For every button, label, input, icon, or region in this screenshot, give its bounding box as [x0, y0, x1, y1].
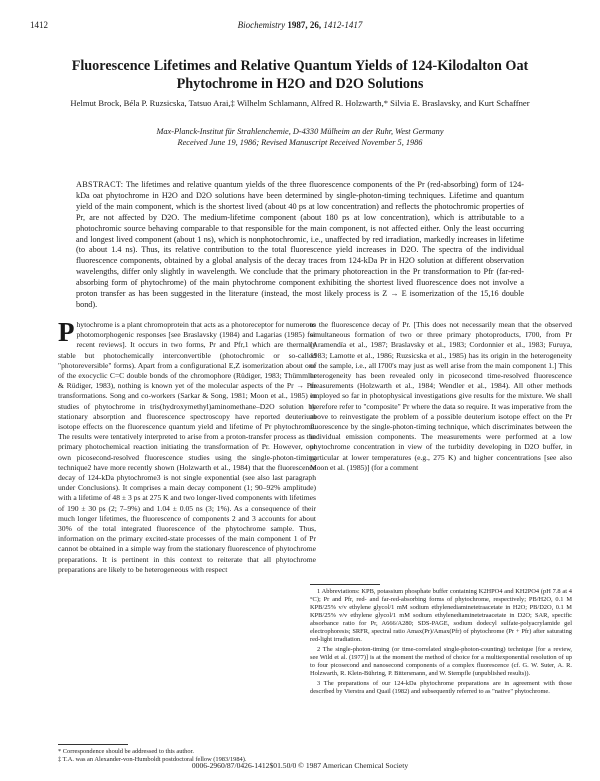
- body-column-right: [310, 320, 572, 582]
- copyright-footer: 0006-2960/87/0426-1412$01.50/0 © 1987 American Chemical Society: [191, 761, 409, 770]
- journal-name: Biochemistry: [237, 20, 286, 30]
- footnote-rule-left: [58, 744, 128, 745]
- journal-pages: 1412-1417: [323, 20, 363, 30]
- footnote-abbreviations: 1 Abbreviations: KPB, potassium phosphate buffer containing K2HPO4 and KH2PO4 (pH 7.8 at 4 °C); Pr and Pfr, red- and far-red-absorbing forms of phytochrome, respectively; PB/H2O, 0.1 M KPB/25% v/v ethylene glycol/1 mM sodium ethylenediaminetetraacetate in H2O; PB/D2O, 0.1 M KPB/25% v/v ethylene glycol/1 mM sodium ethylenediaminetetraacetate in D2O; SAR, specific absorbance ratio for Pr, A666/A280; SDS-PAGE, sodium dodecyl sulfate-polyacrylamide gel electrophoresis; SRFR, spectral ratio Amax(Pr)/Amax(Pfr) of phytochrome (Pr + Pfr) after saturating red-light irradiation.: [310, 588, 572, 643]
- footnotes-right: [310, 588, 572, 748]
- drop-cap: P: [58, 320, 75, 347]
- author-list: Helmut Brock, Béla P. Ruzsicska, Tatsuo Arai,‡ Wilhelm Schlamann, Alfred R. Holzwarth,* Silvia E. Braslavsky, and Kurt Schaffner: [70, 98, 530, 108]
- intro-paragraph: [58, 320, 316, 575]
- page-number: 1412: [30, 20, 48, 30]
- footnote-single-photon: 2 The single-photon-timing (or time-correlated single-photon-counting) technique [for a review, see Wild et al. (1977)] is at the moment the method of choice for a multiexponential resolution of up to four picosecond and nanosecond components of a complex fluorescence (cf. G. W. Suter, A. R. Holzwarth, R. Klein-Bühring, P. Bittersmann, and W. Stempfle (unpublished results)).: [310, 646, 572, 677]
- body-right-text: to the fluorescence decay of Pr. [This does not necessarily mean that the observed simultaneous formation of two or three primary photoproducts, I700, from Pr (Aramendía et al., 1987; Braslavsky et al., 1983; Cordonnier et al., 1983; Furuya, 1983; Lamotte et al., 1986; Ruzsicska et al., 1985) has its origin in the heterogeneity of the sample, i.e., all I700's may just as well arise from the main component 1.] This heterogeneity has been revealed only in picosecond time-resolved fluorescence measurements (Holzwarth et al., 1984; Wendler et al., 1984). All other methods employed so far in photophysical investigations give results for the mixture. We shall therefore refer to "composite" Pr where the data so require. It was imperative from the above to reinvestigate the problem of a possible deuterium isotope effect on the Pr fluorescence by the single-photon-timing technique, which discriminates between the individual emission components. The measurements were performed at a low phytochrome concentration in view of the turbidity developing in D2O buffer, in particular at lower temperatures (e.g., 275 K) and higher concentrations [see also Moon et al. (1985)] (for a comment: [310, 320, 572, 472]
- footnote-correspondence: * Correspondence should be addressed to this author.: [58, 748, 194, 755]
- received-dates: Received June 19, 1986; Revised Manuscript Received November 5, 1986: [177, 138, 423, 147]
- affiliation-block: [40, 126, 560, 148]
- footnote-fellowship: ‡ T.A. was an Alexander-von-Humboldt postdoctoral fellow (1983/1984).: [58, 756, 247, 763]
- paper-title: Fluorescence Lifetimes and Relative Quantum Yields of 124-Kilodalton Oat Phytochrome in H2O and D2O Solutions: [71, 58, 529, 92]
- journal-year-volume: 1987, 26,: [287, 20, 322, 30]
- footnote-rule-right: [310, 584, 380, 585]
- intro-text: hytochrome is a plant chromoprotein that acts as a photoreceptor for numerous photomorphogenic responses [see Braslavsky (1984) and Lagarias (1985) for recent reviews]. It occurs in two forms, Pr and Pfr,1 which are thermally stable but photochemically interconvertible (photochromic or so-called "photoreversible" forms). Apart from a configurational E,Z isomerization about one of the exocyclic C=C double bonds of the chromophore (Rüdiger, 1983; Thümmler & Rüdiger, 1983), nothing is known yet of the molecular aspects of the Pr → Pfr transformations. Song and co-workers (Sarkar & Song, 1981; Moon et al., 1985) in studies of phytochrome in tris(hydroxymethyl)aminomethane–D2O solution by stationary absorption and fluorescence spectroscopy have reported deuterium isotope effects on the fluorescence quantum yield and lifetime of Pr phytochrome. The results were tentatively interpreted to arise from a proton-transfer process as the primary photochemical reaction initiating the transformation of Pr. However, our own picosecond-resolved fluorescence studies using the single-photon-timing technique2 have more recently shown (Holzwarth et al., 1984) that the fluorescence decay of 124-kDa phytochrome3 is not single exponential (see also last paragraph under Conclusions). It comprises a main decay component (1; 90–92% amplitude) with a lifetime of 48 ± 3 ps at 275 K and two longer-lived components with lifetimes of 190 ± 30 ps (2; 7–9%) and 1.04 ± 0.05 ns (3; 1%). As a consequence of their much longer lifetimes, the fluorescence of components 2 and 3 accounts for about 30% of the total integrated fluorescence of the phytochrome sample. Thus, information on the primary excited-state processes of the main component 1 of Pr cannot be obtained in a simple way from the stationary fluorescence of phytochrome preparations. It is pertinent in this context to reiterate that all phytochrome preparations are likely to be heterogeneous with respect: [58, 320, 316, 574]
- abstract: [76, 180, 524, 311]
- running-header: [30, 20, 570, 34]
- abstract-label: ABSTRACT:: [76, 180, 124, 189]
- footnote-preparations: 3 The preparations of our 124-kDa phytochrome preparations are in agreement with those described by Vierstra and Quail (1982) and subsequently referred to as "native" phytochrome.: [310, 680, 572, 695]
- abstract-text: The lifetimes and relative quantum yields of the three fluorescence components of the Pr (red-absorbing) form of 124-kDa oat phytochrome in H2O and D2O solutions have been determined by single-photon-timing techniques. Lifetime and quantum yield of the main component, which is the shortest lived (about 40 ps at low concentration) and reflects the photochromic properties of Pr, are not affected by D2O. The medium-lifetime component (about 180 ps at low concentration), which is attributable to a photochromic source behaving comparable to that responsible for the main component, is not affected either. Only the least occurring and longest lived component (about 1 ns), which is nonphotochromic, i.e., unaffected by red irradiation, markedly increases in lifetime (to about 1.4 ns). Thus, its relative contribution to the total fluorescence yield increases in D2O. The spectra of the individual fluorescence components, obtained by a global analysis of the decay traces from 124-kDa Pr in H2O solution at different observation wavelengths, differ only slightly in wavelength. We conclude that the primary photoreaction in the Pr transformation to Pfr (far-red-absorbing form of phytochrome) of the main phytochrome component exhibiting the shortest lived fluorescence does not involve a proton transfer as has been suggested in the literature (instead, the most likely process is Z → E isomerization of the 15,16 double bond).: [76, 180, 525, 309]
- body-column-left: [58, 320, 316, 740]
- affiliation: Max-Planck-Institut für Strahlenchemie, D-4330 Mülheim an der Ruhr, West Germany: [156, 127, 444, 136]
- journal-citation: [30, 20, 570, 30]
